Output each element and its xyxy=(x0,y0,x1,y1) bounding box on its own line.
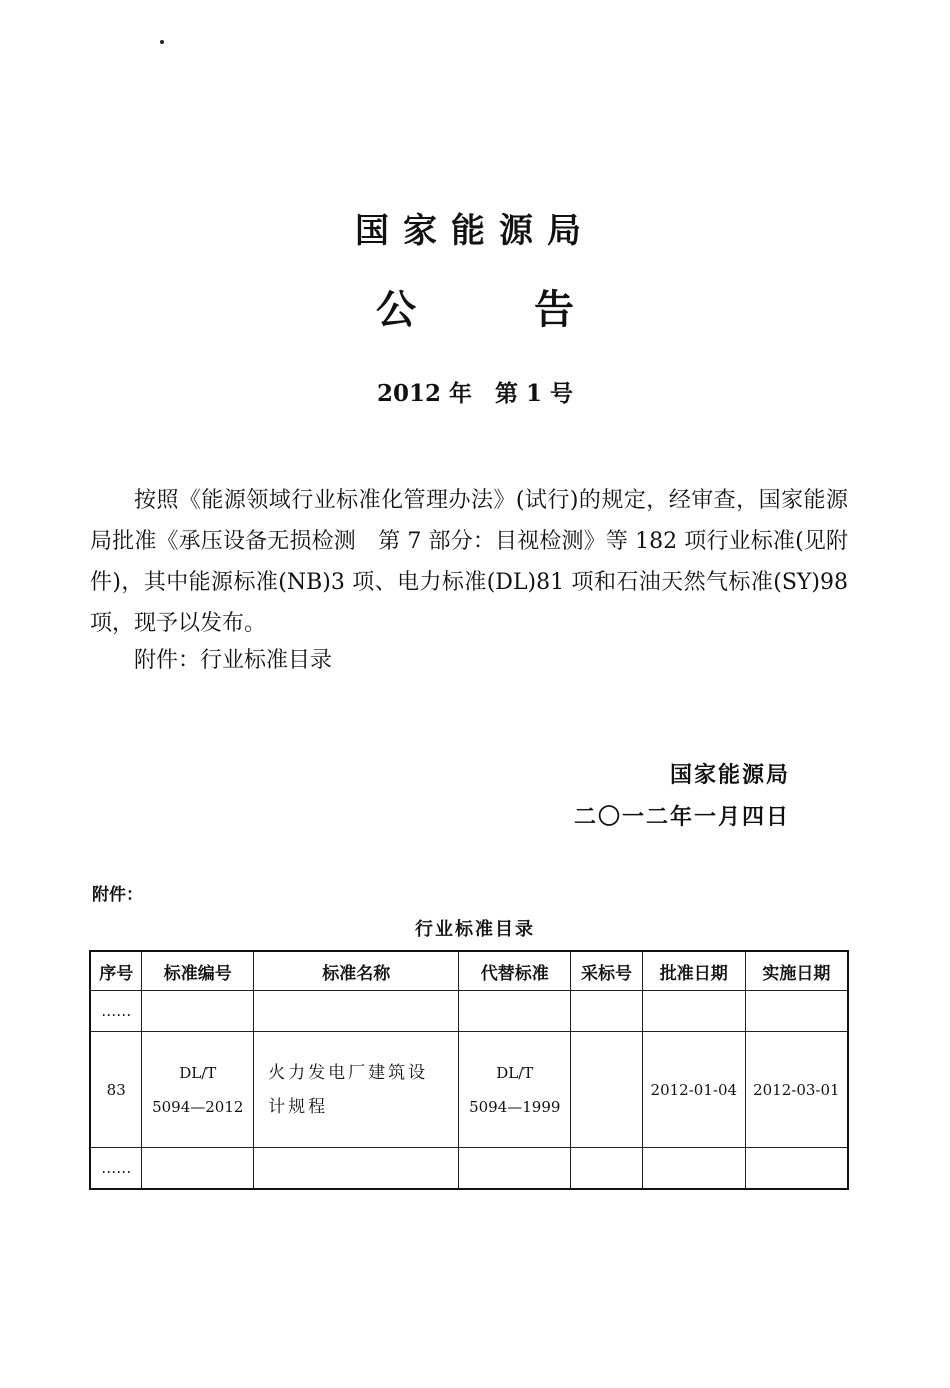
ellipsis-cell: …… xyxy=(90,1148,142,1190)
cell-replaced: DL/T 5094—1999 xyxy=(459,1032,571,1148)
column-header-replaced: 代替标准 xyxy=(459,951,571,991)
standards-list-title: 行业标准目录 xyxy=(415,919,535,940)
announcement-number: 2012 年 第 1 号 xyxy=(376,380,574,407)
cell-effective-date: 2012-03-01 xyxy=(745,1032,848,1148)
body-paragraph: 按照《能源领域行业标准化管理办法》(试行)的规定，经审查，国家能源局批准《承压设备无损检测 第 7 部分：目视检测》等 182 项行业标准(见附件)，其中能源标准(NB)3 项、电力标准(DL)81 项和石油天然气标准(SY)98 项，现予以发布。 xyxy=(90,488,848,636)
column-header-effective-date: 实施日期 xyxy=(745,951,848,991)
cell-approval-date: 2012-01-04 xyxy=(642,1032,745,1148)
scan-speck xyxy=(160,40,164,44)
signature-date: 二〇一二年一月四日 xyxy=(573,805,790,830)
column-header-code: 标准编号 xyxy=(142,951,254,991)
cell-name: 火力发电厂建筑设 计规程 xyxy=(254,1032,459,1148)
announcement-body xyxy=(90,480,848,644)
column-header-seq: 序号 xyxy=(90,951,142,991)
cell-seq: 83 xyxy=(90,1032,142,1148)
standards-table xyxy=(89,950,849,1190)
table-header-row xyxy=(90,951,848,991)
table-row xyxy=(90,1032,848,1148)
issuing-agency: 国家能源局 xyxy=(355,211,595,251)
cell-adopted xyxy=(571,1032,643,1148)
table-row-ellipsis-top xyxy=(90,991,848,1032)
table-row-ellipsis-bottom xyxy=(90,1148,848,1190)
column-header-approval-date: 批准日期 xyxy=(642,951,745,991)
cell-code: DL/T 5094—2012 xyxy=(142,1032,254,1148)
column-header-adopted: 采标号 xyxy=(571,951,643,991)
column-header-name: 标准名称 xyxy=(254,951,459,991)
attachment-reference: 附件：行业标准目录 xyxy=(134,648,333,673)
announcement-title: 公 告 xyxy=(376,287,626,333)
signature-issuer: 国家能源局 xyxy=(669,763,790,788)
attachment-label: 附件： xyxy=(92,885,143,905)
ellipsis-cell: …… xyxy=(90,991,142,1032)
